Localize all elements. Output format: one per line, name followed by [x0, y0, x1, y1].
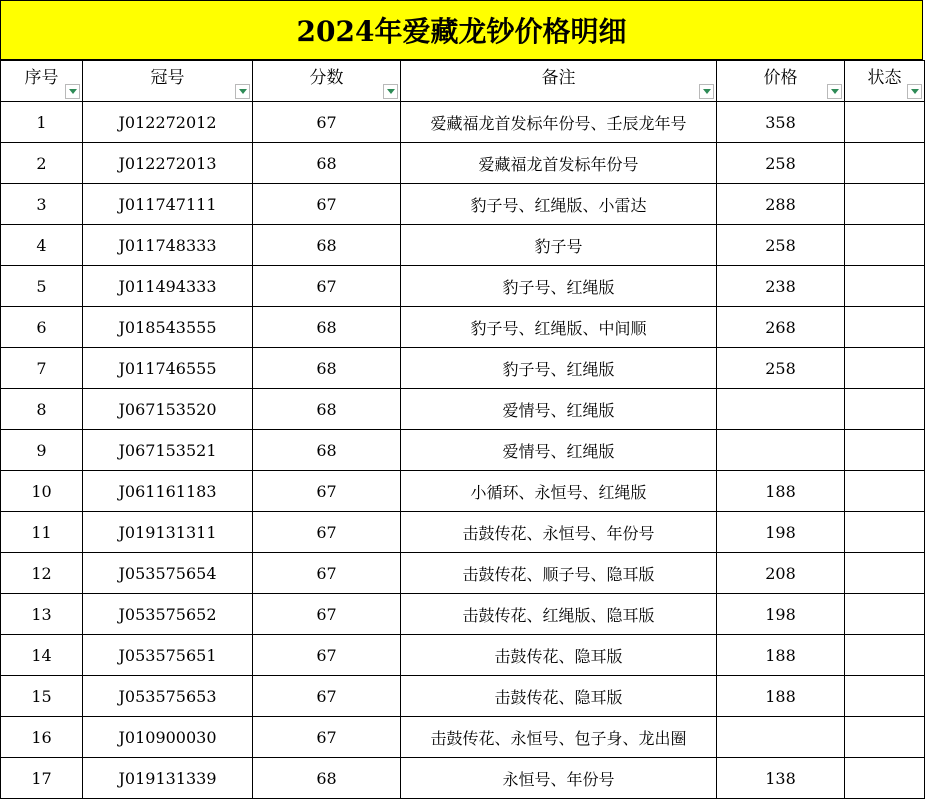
header-label: 价格 [763, 67, 798, 88]
header-cell-serial[interactable] [83, 61, 253, 102]
cell-index[interactable]: 12 [1, 553, 83, 594]
cell-index[interactable]: 1 [1, 102, 83, 143]
table-row [1, 348, 925, 389]
cell-serial[interactable]: J053575654 [83, 553, 253, 594]
table-row [1, 553, 925, 594]
dropdown-filter-icon[interactable] [235, 84, 250, 99]
header-cell-price[interactable] [717, 61, 845, 102]
cell-status[interactable] [845, 389, 925, 430]
cell-serial[interactable]: J067153520 [83, 389, 253, 430]
cell-note[interactable]: 爱藏福龙首发标年份号、壬辰龙年号 [401, 102, 717, 143]
cell-index[interactable]: 9 [1, 430, 83, 471]
cell-note[interactable]: 击鼓传花、永恒号、包子身、龙出圈 [401, 717, 717, 758]
cell-serial[interactable]: J012272013 [83, 143, 253, 184]
header-cell-status[interactable] [845, 61, 925, 102]
table-row [1, 758, 925, 799]
cell-note[interactable]: 豹子号、红绳版、小雷达 [401, 184, 717, 225]
cell-index[interactable]: 14 [1, 635, 83, 676]
header-cell-index[interactable] [1, 61, 83, 102]
cell-index[interactable]: 5 [1, 266, 83, 307]
header-row [1, 61, 925, 102]
cell-status[interactable] [845, 635, 925, 676]
cell-score[interactable]: 67 [253, 553, 401, 594]
cell-status[interactable] [845, 102, 925, 143]
cell-serial[interactable]: J053575652 [83, 594, 253, 635]
header-label: 分数 [309, 67, 344, 88]
price-table [0, 60, 925, 799]
sheet-title[interactable]: 2024年爱藏龙钞价格明细 [0, 0, 923, 60]
cell-serial[interactable]: J019131311 [83, 512, 253, 553]
cell-note[interactable]: 豹子号、红绳版 [401, 348, 717, 389]
cell-note[interactable]: 击鼓传花、永恒号、年份号 [401, 512, 717, 553]
table-row [1, 225, 925, 266]
table-row [1, 307, 925, 348]
cell-index[interactable]: 16 [1, 717, 83, 758]
dropdown-filter-icon[interactable] [383, 84, 398, 99]
cell-serial[interactable]: J011747111 [83, 184, 253, 225]
cell-price[interactable]: 258 [717, 225, 845, 266]
cell-score[interactable]: 67 [253, 717, 401, 758]
table-row [1, 635, 925, 676]
cell-score[interactable]: 68 [253, 225, 401, 266]
cell-note[interactable]: 击鼓传花、顺子号、隐耳版 [401, 553, 717, 594]
cell-status[interactable] [845, 676, 925, 717]
cell-serial[interactable]: J061161183 [83, 471, 253, 512]
cell-index[interactable]: 15 [1, 676, 83, 717]
cell-index[interactable]: 17 [1, 758, 83, 799]
cell-score[interactable]: 67 [253, 594, 401, 635]
cell-score[interactable]: 68 [253, 348, 401, 389]
cell-price[interactable]: 188 [717, 471, 845, 512]
cell-serial[interactable]: J018543555 [83, 307, 253, 348]
cell-serial[interactable]: J067153521 [83, 430, 253, 471]
table-row [1, 512, 925, 553]
cell-status[interactable] [845, 512, 925, 553]
cell-serial[interactable]: J011748333 [83, 225, 253, 266]
table-row [1, 389, 925, 430]
cell-score[interactable]: 67 [253, 676, 401, 717]
table-body [1, 102, 925, 799]
cell-price[interactable]: 258 [717, 348, 845, 389]
cell-score[interactable]: 67 [253, 512, 401, 553]
cell-serial[interactable]: J011746555 [83, 348, 253, 389]
cell-price[interactable]: 188 [717, 635, 845, 676]
cell-note[interactable]: 爱情号、红绳版 [401, 389, 717, 430]
cell-note[interactable]: 豹子号、红绳版、中间顺 [401, 307, 717, 348]
cell-score[interactable]: 67 [253, 635, 401, 676]
cell-score[interactable]: 67 [253, 102, 401, 143]
cell-price[interactable]: 198 [717, 594, 845, 635]
cell-score[interactable]: 68 [253, 143, 401, 184]
table-row [1, 471, 925, 512]
cell-note[interactable]: 爱情号、红绳版 [401, 430, 717, 471]
table-row [1, 676, 925, 717]
cell-price[interactable]: 268 [717, 307, 845, 348]
cell-status[interactable] [845, 717, 925, 758]
dropdown-filter-icon[interactable] [65, 84, 80, 99]
cell-score[interactable]: 67 [253, 184, 401, 225]
header-cell-score[interactable] [253, 61, 401, 102]
cell-price[interactable]: 198 [717, 512, 845, 553]
cell-price[interactable]: 358 [717, 102, 845, 143]
cell-score[interactable]: 68 [253, 758, 401, 799]
table-row [1, 143, 925, 184]
cell-index[interactable]: 10 [1, 471, 83, 512]
cell-price[interactable]: 258 [717, 143, 845, 184]
table-row [1, 430, 925, 471]
cell-index[interactable]: 4 [1, 225, 83, 266]
header-label: 备注 [541, 67, 576, 88]
cell-status[interactable] [845, 348, 925, 389]
cell-note[interactable]: 击鼓传花、红绳版、隐耳版 [401, 594, 717, 635]
cell-index[interactable]: 7 [1, 348, 83, 389]
cell-index[interactable]: 11 [1, 512, 83, 553]
cell-status[interactable] [845, 307, 925, 348]
cell-status[interactable] [845, 184, 925, 225]
cell-status[interactable] [845, 553, 925, 594]
cell-note[interactable]: 豹子号、红绳版 [401, 266, 717, 307]
cell-score[interactable]: 68 [253, 389, 401, 430]
cell-price[interactable] [717, 430, 845, 471]
cell-status[interactable] [845, 471, 925, 512]
cell-index[interactable]: 3 [1, 184, 83, 225]
cell-price[interactable] [717, 389, 845, 430]
cell-score[interactable]: 68 [253, 307, 401, 348]
cell-note[interactable]: 永恒号、年份号 [401, 758, 717, 799]
cell-index[interactable]: 13 [1, 594, 83, 635]
cell-note[interactable]: 小循环、永恒号、红绳版 [401, 471, 717, 512]
table-row [1, 184, 925, 225]
header-label: 序号 [24, 67, 59, 88]
cell-index[interactable]: 2 [1, 143, 83, 184]
cell-serial[interactable]: J012272012 [83, 102, 253, 143]
cell-price[interactable]: 138 [717, 758, 845, 799]
cell-note[interactable]: 爱藏福龙首发标年份号 [401, 143, 717, 184]
cell-note[interactable]: 击鼓传花、隐耳版 [401, 635, 717, 676]
cell-index[interactable]: 6 [1, 307, 83, 348]
cell-serial[interactable]: J010900030 [83, 717, 253, 758]
table-row [1, 266, 925, 307]
cell-status[interactable] [845, 758, 925, 799]
header-label: 状态 [867, 67, 902, 88]
cell-price[interactable]: 288 [717, 184, 845, 225]
cell-serial[interactable]: J053575653 [83, 676, 253, 717]
table-row [1, 102, 925, 143]
cell-status[interactable] [845, 594, 925, 635]
cell-status[interactable] [845, 225, 925, 266]
dropdown-filter-icon[interactable] [907, 84, 922, 99]
cell-serial[interactable]: J011494333 [83, 266, 253, 307]
cell-score[interactable]: 68 [253, 430, 401, 471]
cell-score[interactable]: 67 [253, 266, 401, 307]
cell-note[interactable]: 豹子号 [401, 225, 717, 266]
cell-index[interactable]: 8 [1, 389, 83, 430]
cell-price[interactable]: 188 [717, 676, 845, 717]
table-row [1, 717, 925, 758]
dropdown-filter-icon[interactable] [827, 84, 842, 99]
cell-status[interactable] [845, 143, 925, 184]
cell-price[interactable]: 208 [717, 553, 845, 594]
cell-price[interactable] [717, 717, 845, 758]
cell-status[interactable] [845, 430, 925, 471]
table-row [1, 594, 925, 635]
header-cell-note[interactable] [401, 61, 717, 102]
cell-score[interactable]: 67 [253, 471, 401, 512]
cell-serial[interactable]: J053575651 [83, 635, 253, 676]
dropdown-filter-icon[interactable] [699, 84, 714, 99]
cell-price[interactable]: 238 [717, 266, 845, 307]
cell-status[interactable] [845, 266, 925, 307]
cell-note[interactable]: 击鼓传花、隐耳版 [401, 676, 717, 717]
header-label: 冠号 [150, 67, 185, 88]
cell-serial[interactable]: J019131339 [83, 758, 253, 799]
